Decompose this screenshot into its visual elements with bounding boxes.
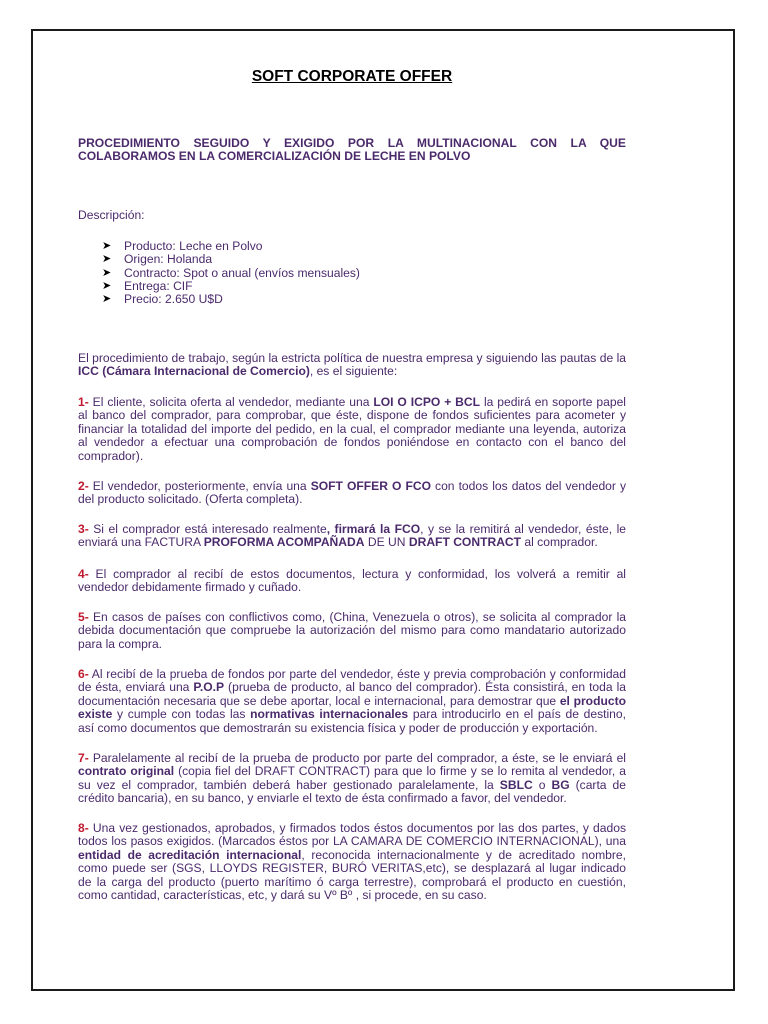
intro-paragraph: El procedimiento de trabajo, según la estricta política de nuestra empresa y siguiendo las pautas de la ICC (Cámara Internacional de Comercio), es el siguiente: <box>78 351 626 379</box>
description-item: ➤ Origen: Holanda <box>102 252 213 267</box>
description-item: ➤ Producto: Leche en Polvo <box>102 239 263 253</box>
arrow-bullet-icon: ➤ <box>102 253 112 266</box>
description-item: ➤ Contracto: Spot o anual (envíos mensuales) <box>102 265 360 280</box>
step-paragraph-8: 8- Una vez gestionados, aprobados, y firmados todos éstos documentos por las dos partes, y dados todos los pasos exigidos. (Marcados éstos por LA CAMARA DE COMERCIO INTERNACIONAL), una entidad de acreditación internacional, reconocida internacionalmente y de acreditado nombre, como puede ser (SGS, LLOYDS REGISTER, BURÓ VERITAS,etc), se desplazará al lugar indicado de la carga del producto (puerto marítimo ó carga terrestre), comprobará el producto en cuestión, como cantidad, características, etc, y dará su Vº Bº , si procede, en su caso. <box>78 821 626 903</box>
arrow-bullet-icon: ➤ <box>102 293 112 306</box>
arrow-bullet-icon: ➤ <box>102 266 112 279</box>
step-paragraph-4: 4- El comprador al recibí de estos documentos, lectura y conformidad, los volverá a remitir al vendedor debidamente firmado y cuñado. <box>78 567 626 595</box>
description-label: Descripción: <box>78 208 145 222</box>
step-paragraph-2: 2- El vendedor, posteriormente, envía una SOFT OFFER O FCO con todos los datos del vendedor y del producto solicitado. (Oferta completa). <box>78 479 627 507</box>
step-paragraph-1: 1- El cliente, solicita oferta al vendedor, mediante una LOI O ICPO + BCL la pedirá en soporte papel al banco del comprador, para comprobar, que éste, dispone de fondos suficientes para acometer y financiar la totalidad del importe del pedido, en la cual, el comprador mediante una leyenda, autoriza al vendedor a efectuar una comprobación de fondos poniéndose en contacto con el banco del comprador). <box>78 395 626 463</box>
description-item: ➤ Entrega: CIF <box>102 278 193 293</box>
arrow-bullet-icon: ➤ <box>102 279 112 292</box>
arrow-bullet-icon: ➤ <box>102 240 112 252</box>
document-title: SOFT CORPORATE OFFER <box>251 68 453 85</box>
document-subtitle: PROCEDIMIENTO SEGUIDO Y EXIGIDO POR LA MULTINACIONAL CON LA QUE COLABORAMOS EN LA COMERCIALIZACIÓN DE LECHE EN POLVO <box>78 136 626 164</box>
description-list <box>78 240 360 306</box>
step-paragraph-3: 3- Si el comprador está interesado realmente, firmará la FCO, y se la remitirá al vendedor, éste, le enviará una FACTURA PROFORMA ACOMPAÑADA DE UN DRAFT CONTRACT al comprador. <box>78 522 626 550</box>
step-paragraph-7: 7- Paralelamente al recibí de la prueba de producto por parte del comprador, a éste, se le enviará el contrato original (copia fiel del DRAFT CONTRACT) para que lo firme y se lo remita al vendedor, a su vez el comprador, también deberá haber gestionado paralelamente, la SBLC o BG (carta de crédito bancaria), en su banco, y enviarle el texto de ésta confirmado a favor, del vendedor. <box>78 751 626 806</box>
step-paragraph-6: 6- Al recibí de la prueba de fondos por parte del vendedor, éste y previa comprobación y conformidad de ésta, enviará una P.O.P (prueba de producto, al banco del comprador). Ésta consistirá, en toda la documentación necesaria que se debe aportar, local e internacional, para demostrar que el producto existe y cumple con todas las normativas internacionales para introducirlo en el país de destino, así como documentos que demostrarán su existencia física y poder de producción y exportación. <box>78 667 626 735</box>
description-item: ➤ Precio: 2.650 U$D <box>102 292 223 307</box>
step-paragraph-5: 5- En casos de países con conflictivos como, (China, Venezuela o otros), se solicita al comprador la debida documentación que compruebe la autorización del mismo para como mandatario autorizado para la compra. <box>78 610 626 651</box>
